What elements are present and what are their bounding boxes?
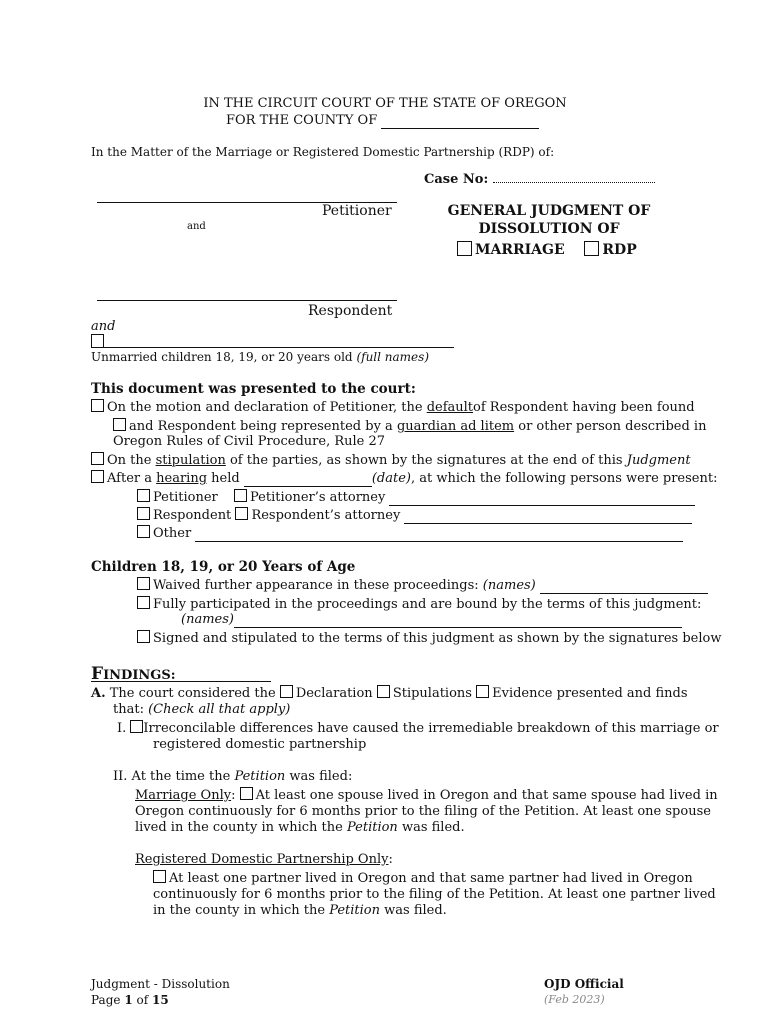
findings-heading-first: F xyxy=(91,664,104,684)
finding-a-label: A. xyxy=(91,686,106,701)
motion-text-b: of Respondent having been found xyxy=(473,400,695,415)
page-current: 1 xyxy=(124,993,133,1007)
rdp-checkbox[interactable] xyxy=(584,241,599,256)
county-label: FOR THE COUNTY OF xyxy=(226,113,378,128)
fully-names-row xyxy=(181,612,682,628)
doc-title-line1: GENERAL JUDGMENT OF xyxy=(447,203,651,219)
finding-ii-text-b: was filed: xyxy=(289,769,353,784)
fully-names-blank[interactable] xyxy=(234,615,682,628)
motion-checkbox[interactable] xyxy=(91,399,104,412)
respondent-name-line[interactable] xyxy=(97,300,397,301)
petitioner-present-checkbox[interactable] xyxy=(137,489,150,502)
hearing-row xyxy=(91,470,717,487)
doc-title-options xyxy=(457,241,637,258)
irreconcilable-checkbox[interactable] xyxy=(130,720,143,733)
footer-page-number xyxy=(91,992,169,1008)
declaration-label: Declaration xyxy=(295,686,373,701)
rdp-only-checkbox[interactable] xyxy=(153,870,166,883)
rdp-text1-row xyxy=(153,870,693,887)
finding-ii-row xyxy=(113,769,352,785)
findings-heading-rest: INDINGS: xyxy=(103,668,176,683)
footer-date: (Feb 2023) xyxy=(544,993,605,1006)
rdp-text3a: in the county in which the xyxy=(153,903,326,918)
waived-names-blank[interactable] xyxy=(540,581,708,594)
guardian-text-a: and Respondent being represented by a xyxy=(129,419,393,434)
county-blank[interactable] xyxy=(381,116,539,129)
present-other-row xyxy=(137,525,683,542)
marriage-text3b: Petition xyxy=(346,820,398,835)
hearing-link[interactable]: hearing xyxy=(156,471,208,486)
children-caption-text: Unmarried children 18, 19, or 20 years old xyxy=(91,350,353,364)
fully-text: Fully participated in the proceedings and are bound by the terms of this judgment: xyxy=(153,597,702,612)
marriage-text3a: lived in the county in which the xyxy=(135,820,343,835)
stip-text-a: On the xyxy=(107,453,152,468)
rdp-only-label: Registered Domestic Partnership Only xyxy=(135,852,389,867)
waived-text: Waived further appearance in these proceedings: xyxy=(153,578,479,593)
children-caption xyxy=(91,349,429,365)
hearing-text-b: held xyxy=(211,471,240,486)
respondent-present-label: Respondent xyxy=(153,508,232,523)
finding-ii-petition: Petition xyxy=(234,769,286,784)
rdp-text3b: Petition xyxy=(329,903,381,918)
marriage-text1: At least one spouse lived in Oregon and that same spouse had lived in xyxy=(255,788,718,803)
guardian-ad-litem-link[interactable]: guardian ad litem xyxy=(396,419,515,434)
and-italic-label: and xyxy=(91,319,116,334)
guardian-checkbox[interactable] xyxy=(113,418,126,431)
fully-row xyxy=(137,596,701,613)
findings-heading xyxy=(91,664,176,686)
stipulation-row xyxy=(91,452,691,469)
waived-names-hint: (names) xyxy=(482,578,536,593)
finding-i-label: I. xyxy=(117,721,127,736)
marriage-only-row: Marriage Only: At least one spouse lived in Oregon and that same spouse had lived in xyxy=(135,788,718,803)
rdp-only-row: Registered Domestic Partnership Only: xyxy=(135,852,393,867)
guardian-text-b: or other person described in xyxy=(518,419,707,434)
rdp-text3 xyxy=(153,903,447,919)
stip-text-b: of the parties, as shown by the signatures at the end of this xyxy=(229,453,623,468)
other-present-blank[interactable] xyxy=(195,529,683,542)
respondent-attorney-blank[interactable] xyxy=(404,511,692,524)
children-heading: Children 18, 19, or 20 Years of Age xyxy=(91,559,356,575)
other-present-label: Other xyxy=(153,526,192,541)
hearing-date-blank[interactable] xyxy=(244,474,372,487)
respondent-present-checkbox[interactable] xyxy=(137,507,150,520)
stipulation-checkbox[interactable] xyxy=(91,452,104,465)
marriage-only-label: Marriage Only xyxy=(135,788,232,803)
footer-doc-name: Judgment - Dissolution xyxy=(91,977,230,991)
orcp-text: Oregon Rules of Civil Procedure, Rule 27 xyxy=(113,434,386,449)
hearing-text-c: , at which the following persons were present: xyxy=(411,471,718,486)
footer-official: OJD Official xyxy=(544,977,624,991)
rdp-text3c: was filed. xyxy=(384,903,447,918)
finding-a-text: The court considered the xyxy=(109,686,276,701)
marriage-option-label: MARRIAGE xyxy=(475,242,565,258)
marriage-text3c: was filed. xyxy=(401,820,465,835)
presented-heading: This document was presented to the court: xyxy=(91,381,416,397)
default-link[interactable]: default xyxy=(426,400,474,415)
petitioner-present-label: Petitioner xyxy=(153,490,218,505)
stipulations-label: Stipulations xyxy=(392,686,472,701)
finding-i-text2: registered domestic partnership xyxy=(153,737,367,752)
rdp-option-label: RDP xyxy=(602,242,637,258)
evidence-label: Evidence presented and finds xyxy=(492,686,688,701)
hearing-text-a: After a xyxy=(107,471,152,486)
rdp-text2: continuously for 6 months prior to the filing of the Petition. At least one partner lived xyxy=(153,887,716,902)
petitioner-label: Petitioner xyxy=(322,203,392,219)
children-caption-hint: (full names) xyxy=(356,350,429,364)
and-label: and xyxy=(187,221,206,232)
present-petitioner-row xyxy=(137,489,695,506)
doc-title-line2: DISSOLUTION OF xyxy=(478,221,620,237)
court-heading-line2 xyxy=(226,113,539,129)
findings-underline xyxy=(91,681,271,682)
case-no-blank[interactable] xyxy=(493,171,655,183)
case-no-label: Case No: xyxy=(424,172,489,187)
present-respondent-row xyxy=(137,507,692,524)
finding-a-row xyxy=(91,685,688,702)
finding-i-row xyxy=(117,720,719,737)
respondent-attorney-checkbox[interactable] xyxy=(235,507,248,520)
matter-intro: In the Matter of the Marriage or Registered Domestic Partnership (RDP) of: xyxy=(91,145,555,159)
other-present-checkbox[interactable] xyxy=(137,525,150,538)
rdp-text1: At least one partner lived in Oregon and that same partner had lived in Oregon xyxy=(169,871,693,886)
court-heading-line1: IN THE CIRCUIT COURT OF THE STATE OF OREGON xyxy=(203,96,567,111)
marriage-only-checkbox[interactable] xyxy=(240,787,253,800)
that-label: that: xyxy=(113,702,144,717)
petitioner-attorney-checkbox[interactable] xyxy=(234,489,247,502)
declaration-checkbox[interactable] xyxy=(280,685,293,698)
motion-text-a: On the motion and declaration of Petitioner, the xyxy=(107,400,423,415)
page-total: 15 xyxy=(152,993,169,1007)
marriage-text2: Oregon continuously for 6 months prior to the filing of the Petition. At least one spouse xyxy=(135,804,711,819)
respondent-label: Respondent xyxy=(308,303,393,319)
finding-ii-text-a: II. At the time the xyxy=(113,769,231,784)
waived-row xyxy=(137,577,708,594)
waived-checkbox[interactable] xyxy=(137,577,150,590)
finding-a-that xyxy=(113,702,290,718)
finding-i-text1: Irreconcilable differences have caused the irremediable breakdown of this marriage or xyxy=(143,721,719,736)
children-checkbox[interactable] xyxy=(91,334,104,348)
stip-judgment: Judgment xyxy=(626,453,691,468)
signed-row xyxy=(137,630,722,647)
marriage-text3 xyxy=(135,820,465,836)
case-number xyxy=(424,171,655,188)
evidence-checkbox[interactable] xyxy=(476,685,489,698)
hearing-date-hint: (date) xyxy=(371,471,411,486)
page-label: Page xyxy=(91,993,121,1007)
check-all-hint: (Check all that apply) xyxy=(148,702,291,717)
signed-text: Signed and stipulated to the terms of this judgment as shown by the signatures below xyxy=(153,631,722,646)
stipulation-link[interactable]: stipulation xyxy=(155,453,226,468)
guardian-row xyxy=(113,418,706,435)
page-of: of xyxy=(136,993,149,1007)
hearing-checkbox[interactable] xyxy=(91,470,104,483)
fully-names-hint: (names) xyxy=(181,612,234,627)
respondent-attorney-label: Respondent’s attorney xyxy=(251,508,401,523)
children-names-line[interactable] xyxy=(104,347,454,348)
fully-checkbox[interactable] xyxy=(137,596,150,609)
stipulations-checkbox[interactable] xyxy=(377,685,390,698)
petitioner-attorney-label: Petitioner’s attorney xyxy=(250,490,386,505)
marriage-checkbox[interactable] xyxy=(457,241,472,256)
petitioner-attorney-blank[interactable] xyxy=(389,493,695,506)
motion-row xyxy=(91,399,695,416)
signed-checkbox[interactable] xyxy=(137,630,150,643)
